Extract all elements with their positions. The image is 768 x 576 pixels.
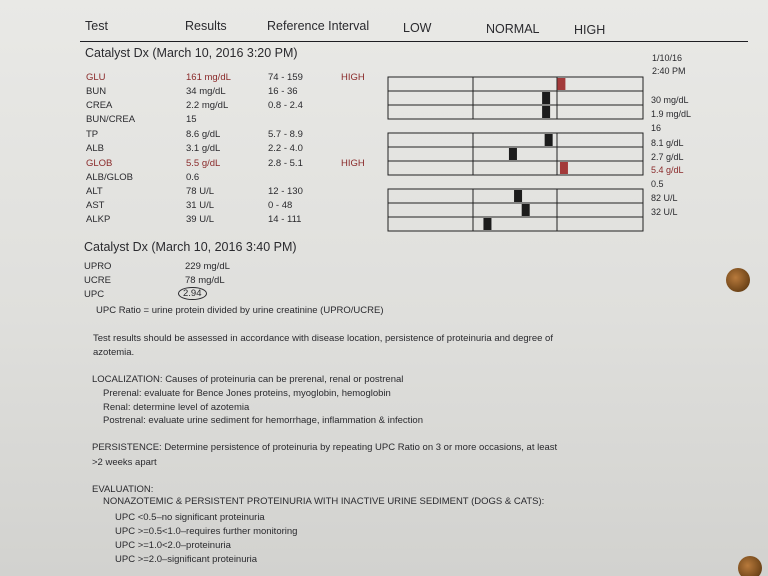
header-results: Results <box>185 19 227 33</box>
row-test-name: ALT <box>86 186 103 197</box>
row-test-name: ALKP <box>86 214 111 225</box>
row-test-name: GLOB <box>86 158 113 169</box>
row-result-value: 15 <box>186 114 197 125</box>
previous-result-value: 5.4 g/dL <box>651 165 684 175</box>
postrenal-note: Postrenal: evaluate urine sediment for hemorrhage, inflammation & infection <box>103 415 424 426</box>
binder-hole <box>726 268 750 292</box>
previous-result-value: 32 U/L <box>651 207 678 217</box>
previous-time: 2:40 PM <box>652 66 686 76</box>
row-result-value: 78 U/L <box>186 186 214 197</box>
urine-row-result-value: 78 mg/dL <box>185 275 225 286</box>
prerenal-note: Prerenal: evaluate for Bence Jones proteins, myoglobin, hemoglobin <box>103 388 391 399</box>
row-reference-interval: 5.7 - 8.9 <box>268 129 303 140</box>
previous-result-value: 1.9 mg/dL <box>651 109 692 119</box>
previous-result-value: 82 U/L <box>651 193 678 203</box>
row-result-value: 34 mg/dL <box>186 86 226 97</box>
row-reference-interval: 16 - 36 <box>268 86 298 97</box>
row-high-flag: HIGH <box>341 72 365 83</box>
urine-row-result-value: 229 mg/dL <box>185 261 230 272</box>
graph-level-marker <box>542 92 550 104</box>
row-test-name: CREA <box>86 100 113 111</box>
row-test-name: GLU <box>86 72 106 83</box>
graph-level-marker <box>560 162 568 174</box>
graph-group-box <box>388 77 643 119</box>
nonazotemic-heading: NONAZOTEMIC & PERSISTENT PROTEINURIA WITH INACTIVE URINE SEDIMENT (DOGS & CATS): <box>103 496 545 507</box>
row-test-name: ALB <box>86 143 104 154</box>
row-test-name: AST <box>86 200 105 211</box>
previous-result-value: 8.1 g/dL <box>651 138 684 148</box>
previous-result-value: 16 <box>651 123 662 133</box>
header-test: Test <box>85 19 108 33</box>
localization-heading: LOCALIZATION: Causes of proteinuria can be prerenal, renal or postrenal <box>92 374 404 385</box>
evaluation-heading: EVALUATION: <box>92 484 154 495</box>
row-reference-interval: 0.8 - 2.4 <box>268 100 303 111</box>
header-high: HIGH <box>574 23 606 37</box>
row-reference-interval: 2.8 - 5.1 <box>268 158 303 169</box>
row-result-value: 161 mg/dL <box>186 72 231 83</box>
urine-row-test-name: UPRO <box>84 261 112 272</box>
persistence-line2: >2 weeks apart <box>92 457 157 468</box>
graph-level-marker <box>509 148 517 160</box>
urine-row-result-value: 2.94 <box>178 287 207 300</box>
graph-level-marker <box>522 204 530 216</box>
row-test-name: BUN <box>86 86 107 97</box>
row-result-value: 39 U/L <box>186 214 214 225</box>
evaluation-item: UPC >=1.0<2.0–proteinuria <box>115 540 231 551</box>
upc-ratio-note: UPC Ratio = urine protein divided by urine creatinine (UPRO/UCRE) <box>96 305 384 316</box>
binder-hole <box>738 556 762 576</box>
graph-level-marker <box>542 106 550 118</box>
row-reference-interval: 74 - 159 <box>268 72 303 83</box>
row-reference-interval: 12 - 130 <box>268 186 303 197</box>
row-result-value: 8.6 g/dL <box>186 129 221 140</box>
urine-row-test-name: UPC <box>84 289 105 300</box>
persistence-line1: PERSISTENCE: Determine persistence of proteinuria by repeating UPC Ratio on 3 or more occasions, at least <box>92 442 558 453</box>
previous-date: 1/10/16 <box>652 53 683 63</box>
row-reference-interval: 14 - 111 <box>268 214 302 225</box>
header-low: LOW <box>403 21 432 35</box>
row-high-flag: HIGH <box>341 158 365 169</box>
previous-result-value: 2.7 g/dL <box>651 152 684 162</box>
row-test-name: BUN/CREA <box>86 114 136 125</box>
row-result-value: 0.6 <box>186 172 200 183</box>
header-normal: NORMAL <box>486 22 540 36</box>
previous-result-value: 30 mg/dL <box>651 95 689 105</box>
previous-result-value: 0.5 <box>651 179 664 189</box>
row-reference-interval: 0 - 48 <box>268 200 293 211</box>
row-test-name: ALB/GLOB <box>86 172 133 183</box>
renal-note: Renal: determine level of azotemia <box>103 402 250 413</box>
header-reference-interval: Reference Interval <box>267 19 370 33</box>
row-test-name: TP <box>86 129 99 140</box>
graph-level-marker <box>514 190 522 202</box>
urine-row-test-name: UCRE <box>84 275 111 286</box>
row-result-value: 5.5 g/dL <box>186 158 221 169</box>
row-result-value: 31 U/L <box>186 200 214 211</box>
assessment-note-line1: Test results should be assessed in accordance with disease location, persistence of proteinuria and degree of <box>93 333 553 344</box>
graph-level-marker <box>483 218 491 230</box>
row-result-value: 2.2 mg/dL <box>186 100 229 111</box>
assessment-note-line2: azotemia. <box>93 347 135 358</box>
evaluation-item: UPC <0.5–no significant proteinuria <box>115 512 265 523</box>
row-result-value: 3.1 g/dL <box>186 143 221 154</box>
graph-level-marker <box>545 134 553 146</box>
panel2-title: Catalyst Dx (March 10, 2016 3:40 PM) <box>84 240 297 254</box>
row-reference-interval: 2.2 - 4.0 <box>268 143 303 154</box>
panel1-title: Catalyst Dx (March 10, 2016 3:20 PM) <box>85 46 298 60</box>
evaluation-item: UPC >=0.5<1.0–requires further monitoring <box>115 526 298 537</box>
graph-level-marker <box>557 78 565 90</box>
evaluation-item: UPC >=2.0–significant proteinuria <box>115 554 258 565</box>
